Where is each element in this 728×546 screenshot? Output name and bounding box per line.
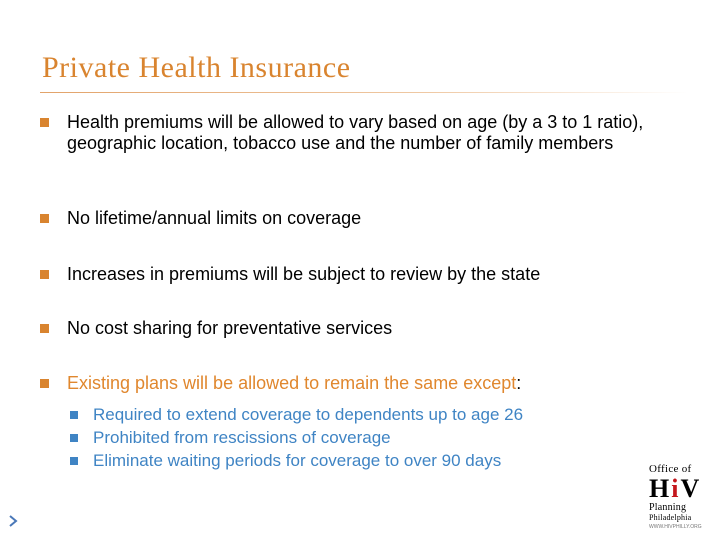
- square-sub-bullet-icon: [70, 411, 78, 419]
- chevron-down-icon[interactable]: [8, 514, 20, 528]
- logo-planning-text: Planning: [649, 502, 687, 513]
- square-bullet-icon: [40, 379, 49, 388]
- bullet-cost-sharing: [40, 318, 680, 339]
- logo-hiv-text: [649, 476, 717, 502]
- sub-bullet-rescissions: [70, 427, 391, 448]
- square-sub-bullet-icon: [70, 457, 78, 465]
- bullet-text: Increases in premiums will be subject to review by the state: [67, 264, 541, 284]
- square-bullet-icon: [40, 324, 49, 333]
- office-of-hiv-planning-logo: [649, 464, 717, 530]
- existing-plans-text: Existing plans will be allowed to remain the same except: [67, 373, 517, 393]
- sub-bullet-text: Eliminate waiting periods for coverage to over 90 days: [93, 451, 502, 470]
- logo-office-of-text: Office of: [649, 463, 692, 475]
- sub-bullet-dependents: [70, 404, 523, 425]
- logo-hiv-h: H: [649, 474, 672, 503]
- bullet-text: No lifetime/annual limits on coverage: [67, 208, 362, 228]
- bullet-review: [40, 264, 680, 285]
- sub-bullet-text: Required to extend coverage to dependents up to age 26: [93, 405, 524, 424]
- logo-url-text: WWW.HIVPHILLY.ORG: [649, 524, 702, 530]
- sub-bullet-text: Prohibited from rescissions of coverage: [93, 428, 391, 447]
- square-bullet-icon: [40, 214, 49, 223]
- logo-hiv-i: i: [671, 474, 681, 503]
- square-bullet-icon: [40, 118, 49, 127]
- bullet-limits: [40, 208, 680, 229]
- existing-plans-colon: :: [516, 373, 522, 393]
- bullet-existing-plans: [40, 373, 680, 394]
- slide-title: Private Health Insurance: [42, 51, 351, 84]
- logo-hiv-v: V: [680, 474, 702, 503]
- bullet-text: Health premiums will be allowed to vary based on age (by a 3 to 1 ratio), geographic location, tobacco use and the number of family members: [67, 112, 644, 153]
- square-sub-bullet-icon: [70, 434, 78, 442]
- sub-bullet-waiting-periods: [70, 450, 501, 471]
- bullet-text: [67, 373, 680, 394]
- title-divider: [40, 92, 688, 93]
- square-bullet-icon: [40, 270, 49, 279]
- logo-philadelphia-text: Philadelphia: [649, 513, 692, 522]
- bullet-text: No cost sharing for preventative services: [67, 318, 393, 338]
- bullet-premiums: [40, 112, 680, 154]
